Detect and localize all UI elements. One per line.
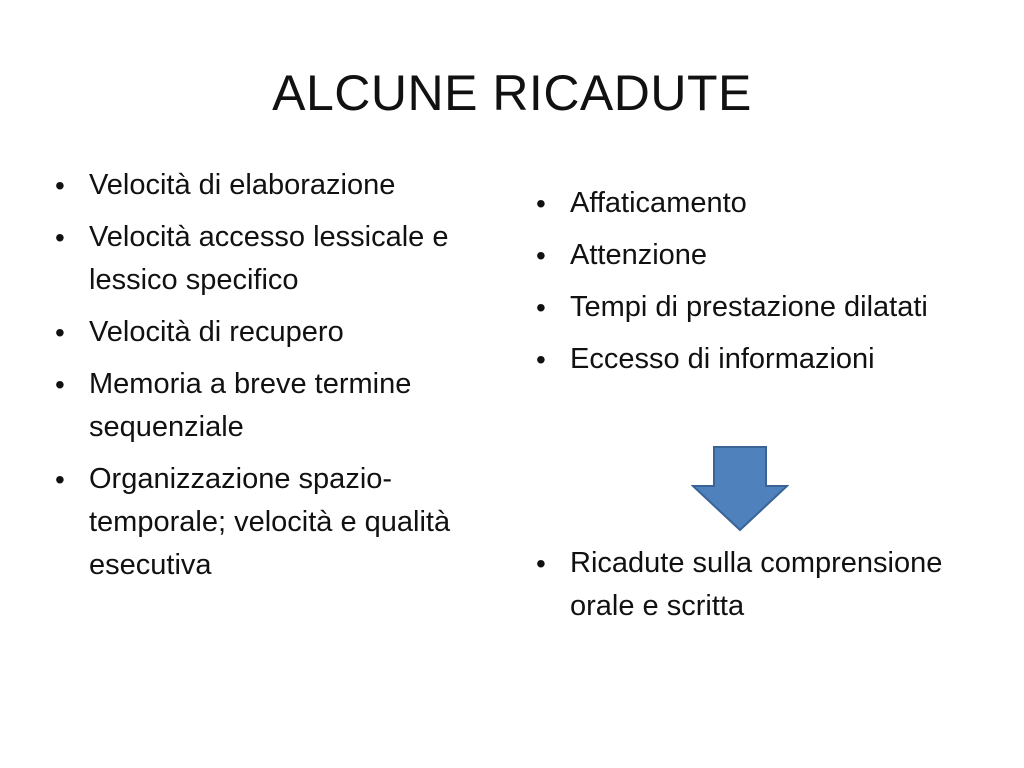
result-bullet-list [532,542,972,628]
list-item [532,182,972,225]
list-item-label: Velocità di elaborazione [89,169,396,201]
list-item-label: Velocità di recupero [89,316,344,348]
left-bullet-list [51,164,491,596]
bullet-icon: • [536,292,546,323]
bullet-icon: • [55,170,65,201]
list-item [532,286,972,329]
list-item-label: Ricadute sulla comprensione orale e scritta [570,547,943,622]
list-item-label: Tempi di prestazione dilatati [570,291,928,323]
bullet-icon: • [55,222,65,253]
list-item [51,458,491,587]
bullet-icon: • [55,317,65,348]
list-item [532,234,972,277]
list-item [51,164,491,207]
down-arrow-icon [691,446,789,532]
list-item-label: Organizzazione spazio-temporale; velocità e qualità esecutiva [89,463,451,581]
list-item-label: Velocità accesso lessicale e lessico specifico [89,221,449,296]
list-item [51,363,491,449]
bullet-icon: • [55,464,65,495]
bullet-icon: • [536,344,546,375]
list-item-label: Attenzione [570,239,708,271]
slide-title: ALCUNE RICADUTE [272,65,752,121]
bullet-icon: • [55,369,65,400]
list-item-label: Eccesso di informazioni [570,343,875,375]
list-item-label: Affaticamento [570,187,747,219]
list-item [51,216,491,302]
list-item [532,542,972,628]
bullet-icon: • [536,240,546,271]
right-bullet-list [532,182,972,390]
bullet-icon: • [536,188,546,219]
list-item [51,311,491,354]
bullet-icon: • [536,548,546,579]
list-item-label: Memoria a breve termine sequenziale [89,368,412,443]
list-item [532,338,972,381]
